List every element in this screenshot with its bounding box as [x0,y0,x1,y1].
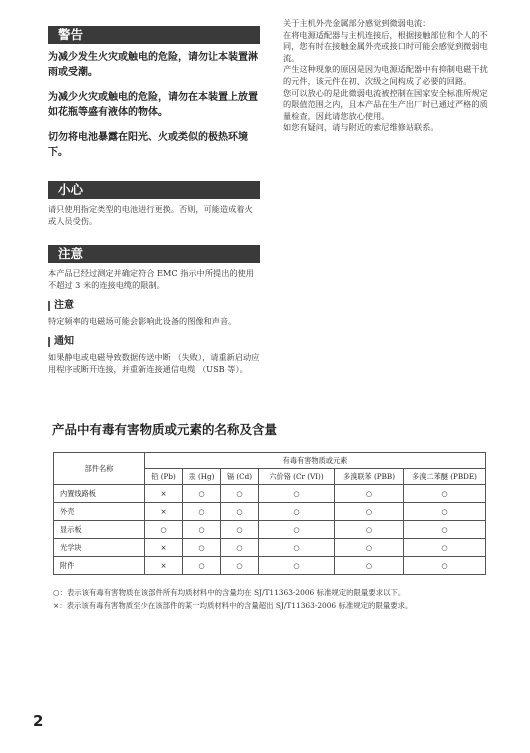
table-cell: ○ [183,557,221,575]
table-cell: ○ [259,539,335,557]
table-cell: ○ [145,521,183,539]
caution-heading: 小心 [48,181,260,199]
row-part-name: 显示板 [54,521,145,539]
table-cell: ○ [335,485,404,503]
table-cell: ○ [259,521,335,539]
right-paragraph-2: 在将电源适配器与主机连接后，根据接触部位和个人的不同，您有时在接触金属外壳或接口时可能会感觉到微弱电流。 [283,29,488,63]
table-cell: ○ [404,521,486,539]
table-row [54,557,486,575]
subheading-bar-icon [48,301,50,311]
table-cell: ○ [335,521,404,539]
table-row [54,539,486,557]
row-part-name: 光学块 [54,539,145,557]
table-cell: ○ [183,485,221,503]
right-paragraph-5: 如您有疑问，请与附近的索尼维修站联系。 [283,122,439,133]
table-cell: ○ [183,539,221,557]
col-header-pbb: 多溴联苯 (PBB) [335,469,404,485]
col-header-cr6: 六价铬 (Cr (VI)) [259,469,335,485]
table-cell: ○ [335,539,404,557]
col-header-part: 部件名称 [54,453,145,485]
right-column [283,18,490,134]
col-header-hg: 汞 (Hg) [183,469,221,485]
warning-paragraph-2: 为减少火灾或触电的危险，请勿在本装置上放置如花瓶等盛有液体的物体。 [48,92,258,118]
table-cell: ○ [221,485,259,503]
table-cell: ○ [259,503,335,521]
table-cell: ○ [335,557,404,575]
row-part-name: 外壳 [54,503,145,521]
table-cell: ○ [221,557,259,575]
right-paragraph-4: 您可以放心的是此微弱电流被控制在国家安全标准所规定的限值范围之内，且本产品在生产出厂时已通过严格的质量检查，因此请您放心使用。 [283,87,488,121]
table-cell: ○ [221,521,259,539]
row-part-name: 内置线路板 [54,485,145,503]
right-paragraph-3: 产生这种现象的原因是因为电源适配器中有抑制电磁干扰的元件，该元件在初、次级之间构成了必要的回路。 [283,64,488,86]
notice-sub2-text: 如果静电或电磁导致数据传送中断 （失败），请重新启动应用程序或断开连接，并重新连接通信电缆 （USB 等）。 [48,352,260,374]
page-number: 2 [33,712,44,730]
col-header-pb: 铅 (Pb) [145,469,183,485]
table-cell: ○ [221,503,259,521]
col-header-pbde: 多溴二苯醚 (PBDE) [404,469,486,485]
notice-sub1-text: 特定频率的电磁场可能会影响此设备的图像和声音。 [48,316,237,326]
table-cell: × [145,557,183,575]
notice-subheading-1 [48,299,260,313]
warning-paragraph-1: 为减少发生火灾或触电的危险，请勿让本装置淋雨或受潮。 [48,52,258,78]
right-paragraph-1: 关于主机外壳金属部分感觉到微弱电流： [283,18,431,28]
table-cell: ○ [404,503,486,521]
warning-paragraph-3: 切勿将电池暴露在阳光、火或类似的极热环境下。 [48,132,248,158]
notice-subheading-2-label: 通知 [54,336,74,347]
col-header-cd: 镉 (Cd) [221,469,259,485]
col-header-group: 有毒有害物质或元素 [145,453,486,469]
table-cell: × [145,503,183,521]
table-cell: × [145,539,183,557]
table-cell: ○ [221,539,259,557]
note-cross: ×：表示该有毒有害物质至少在该部件的某一均质材料中的含量超出 SJ/T11363-2006 标准规定的限量要求。 [53,600,413,610]
table-cell: ○ [183,521,221,539]
row-part-name: 附件 [54,557,145,575]
table-cell: ○ [335,503,404,521]
table-row [54,521,486,539]
hazard-table-title: 产品中有毒有害物质或元素的名称及含量 [52,422,278,437]
notice-subheading-2 [48,335,260,349]
caution-text: 请只使用指定类型的电池进行更换。否则，可能造成着火或人员受伤。 [48,204,253,226]
table-row [54,485,486,503]
table-cell: × [145,485,183,503]
table-cell: ○ [404,557,486,575]
notice-subheading-1-label: 注意 [54,300,74,311]
subheading-bar-icon [48,337,50,347]
notice-heading: 注意 [48,245,260,263]
warning-heading: 警告 [48,26,260,44]
table-cell: ○ [183,503,221,521]
table-cell: ○ [404,485,486,503]
left-column [48,26,260,375]
hazard-table [53,452,486,575]
note-circle: ○：表示该有毒有害物质在该部件所有均质材料中的含量均在 SJ/T11363-2006 标准规定的限量要求以下。 [53,588,406,597]
table-row [54,503,486,521]
table-cell: ○ [404,539,486,557]
table-cell: ○ [259,557,335,575]
table-notes [53,587,493,612]
notice-text: 本产品已经过测定并确定符合 EMC 指示中所提出的使用不超过 3 米的连接电缆的限制。 [48,268,254,290]
table-cell: ○ [259,485,335,503]
